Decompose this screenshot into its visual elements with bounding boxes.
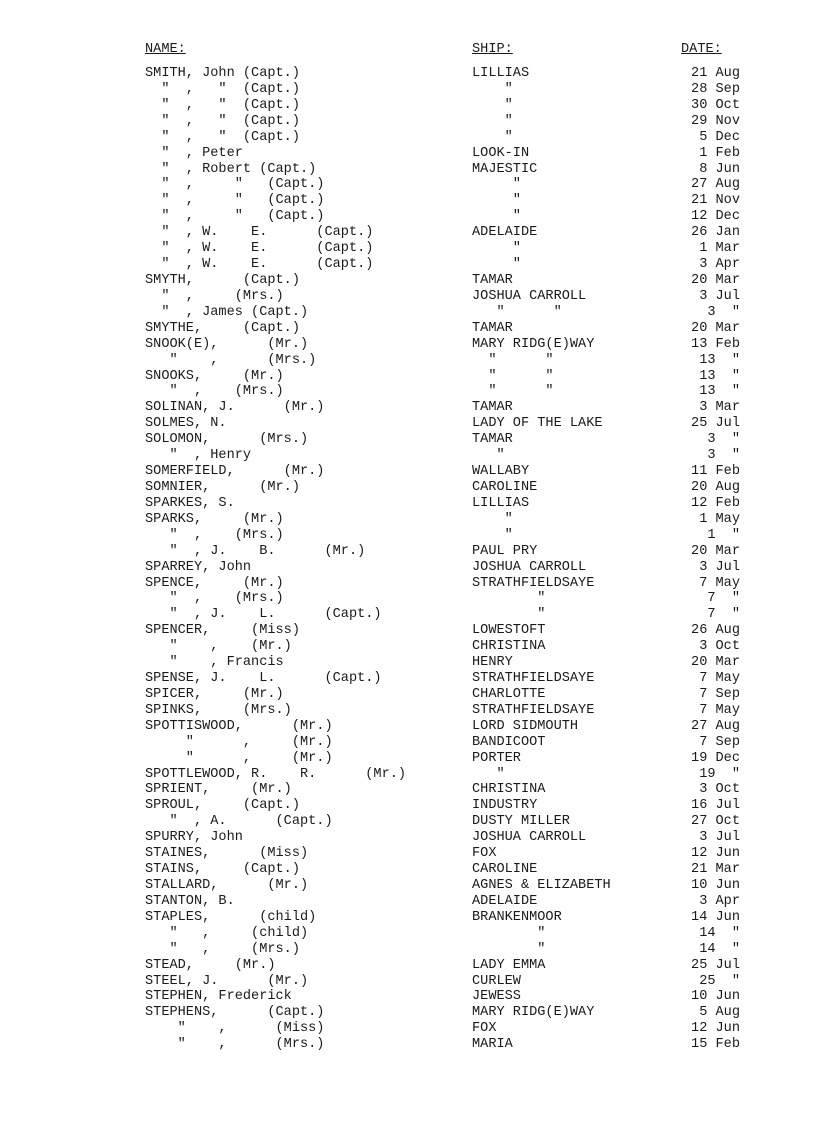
ship-name: TAMAR [472, 432, 513, 448]
passenger-name: SNOOKS, (Mr.) [145, 368, 284, 384]
passenger-name: SPOTTLEWOOD, R. R. (Mr.) [145, 766, 407, 782]
list-item [0, 193, 816, 209]
arrival-date: 5 Aug [699, 1005, 740, 1021]
ship-name: " [472, 607, 546, 623]
passenger-name: STEPHEN, Frederick [145, 989, 292, 1005]
list-item [0, 353, 816, 369]
list-item [0, 894, 816, 910]
list-item [0, 1037, 816, 1053]
ship-name: CAROLINE [472, 862, 538, 878]
arrival-date: 25 Jul [691, 957, 740, 973]
passenger-name: " , (Mrs.) [145, 288, 284, 304]
list-item [0, 544, 816, 560]
list-item [0, 480, 816, 496]
arrival-date: 27 Aug [691, 718, 740, 734]
list-item [0, 576, 816, 592]
list-item [0, 321, 816, 337]
arrival-date: 7 " [707, 607, 740, 623]
passenger-name: " , James (Capt.) [145, 304, 309, 320]
passenger-name: SPENSE, J. L. (Capt.) [145, 671, 382, 687]
ship-name: CHARLOTTE [472, 686, 546, 702]
arrival-date: 1 " [707, 527, 740, 543]
arrival-date: 13 " [699, 352, 740, 368]
arrival-date: 12 Feb [691, 495, 740, 511]
arrival-date: 10 Jun [691, 989, 740, 1005]
arrival-date: 29 Nov [691, 113, 740, 129]
passenger-name: SMYTH, (Capt.) [145, 272, 300, 288]
passenger-name: STEPHENS, (Capt.) [145, 1005, 325, 1021]
passenger-name: SPURRY, John [145, 830, 243, 846]
list-item [0, 798, 816, 814]
ship-name: STRATHFIELDSAYE [472, 575, 595, 591]
list-item [0, 66, 816, 82]
passenger-name: SPICER, (Mr.) [145, 686, 284, 702]
passenger-name: " , " (Capt.) [145, 97, 300, 113]
passenger-name: SOLMES, N. [145, 416, 227, 432]
ship-name: LORD SIDMOUTH [472, 718, 579, 734]
ship-name: " [472, 766, 505, 782]
arrival-date: 12 Jun [691, 1021, 740, 1037]
ship-name: MARIA [472, 1037, 513, 1053]
list-item [0, 496, 816, 512]
passenger-name: " , J. B. (Mr.) [145, 543, 366, 559]
list-item [0, 974, 816, 990]
list-item [0, 289, 816, 305]
ship-name: TAMAR [472, 400, 513, 416]
ship-name: CHRISTINA [472, 782, 546, 798]
ship-name: CAROLINE [472, 479, 538, 495]
ship-name: " [472, 941, 546, 957]
ship-name: " " [472, 304, 562, 320]
passenger-name: " , " (Capt.) [145, 177, 325, 193]
list-item [0, 958, 816, 974]
ship-name: TAMAR [472, 320, 513, 336]
ship-name: " [472, 193, 521, 209]
list-item [0, 1005, 816, 1021]
arrival-date: 14 Jun [691, 909, 740, 925]
ship-name: " [472, 113, 513, 129]
list-item [0, 448, 816, 464]
ship-name: CHRISTINA [472, 639, 546, 655]
passenger-name: " , (Mrs.) [145, 527, 284, 543]
list-item [0, 225, 816, 241]
arrival-date: 3 Apr [699, 257, 740, 273]
list-item [0, 337, 816, 353]
ship-name: " " [472, 352, 554, 368]
passenger-name: STAINS, (Capt.) [145, 862, 300, 878]
arrival-date: 25 " [699, 973, 740, 989]
arrival-date: 19 " [699, 766, 740, 782]
list-item [0, 719, 816, 735]
passenger-name: SPARKES, S. [145, 495, 235, 511]
list-item [0, 416, 816, 432]
arrival-date: 21 Aug [691, 66, 740, 81]
passenger-name: " , W. E. (Capt.) [145, 257, 374, 273]
list-item [0, 846, 816, 862]
passenger-name: " , " (Capt.) [145, 209, 325, 225]
ship-name: " [472, 177, 521, 193]
passenger-name: " , W. E. (Capt.) [145, 225, 374, 241]
passenger-name: " , (Mrs.) [145, 591, 284, 607]
arrival-date: 3 Oct [699, 639, 740, 655]
ship-name: MARY RIDG(E)WAY [472, 336, 595, 352]
arrival-date: 1 Mar [699, 241, 740, 257]
arrival-date: 1 May [699, 511, 740, 527]
ship-name: JEWESS [472, 989, 521, 1005]
passenger-name: " , Francis [145, 655, 284, 671]
arrival-date: 26 Aug [691, 623, 740, 639]
list-item [0, 767, 816, 783]
ship-name: " [472, 511, 513, 527]
ship-name: JOSHUA CARROLL [472, 559, 587, 575]
passenger-name: STEAD, (Mr.) [145, 957, 276, 973]
list-item [0, 926, 816, 942]
arrival-date: 13 " [699, 368, 740, 384]
passenger-name: SOLOMON, (Mrs.) [145, 432, 309, 448]
passenger-name: " , " (Capt.) [145, 129, 300, 145]
list-item [0, 177, 816, 193]
passenger-name: SMYTHE, (Capt.) [145, 320, 300, 336]
arrival-date: 1 Feb [699, 145, 740, 161]
ship-name: " [472, 81, 513, 97]
arrival-date: 21 Nov [691, 193, 740, 209]
ship-name: BANDICOOT [472, 734, 546, 750]
passenger-name: " , (Mrs.) [145, 941, 300, 957]
passenger-name: SPARKS, (Mr.) [145, 511, 284, 527]
list-item [0, 655, 816, 671]
ship-name: " [472, 97, 513, 113]
passenger-name: SNOOK(E), (Mr.) [145, 336, 309, 352]
ship-name: TAMAR [472, 272, 513, 288]
ship-name: LADY EMMA [472, 957, 546, 973]
passenger-name: " , (Mr.) [145, 639, 292, 655]
passenger-name: " , Peter [145, 145, 243, 161]
arrival-date: 7 Sep [699, 686, 740, 702]
ship-name: FOX [472, 1021, 497, 1037]
list-item [0, 910, 816, 926]
list-item [0, 257, 816, 273]
ship-name: HENRY [472, 655, 513, 671]
arrival-date: 3 Apr [699, 893, 740, 909]
passenger-name: " , A. (Capt.) [145, 814, 333, 830]
arrival-date: 3 Jul [699, 288, 740, 304]
arrival-date: 21 Mar [691, 862, 740, 878]
list-item [0, 512, 816, 528]
ship-name: JOSHUA CARROLL [472, 830, 587, 846]
list-item [0, 369, 816, 385]
arrival-date: 20 Aug [691, 479, 740, 495]
list-item [0, 671, 816, 687]
list-item [0, 989, 816, 1005]
arrival-date: 20 Mar [691, 655, 740, 671]
ship-name: WALLABY [472, 464, 530, 480]
ship-name: " [472, 448, 505, 464]
passenger-name: " , W. E. (Capt.) [145, 241, 374, 257]
arrival-date: 5 Dec [699, 129, 740, 145]
passenger-name: " , (Mrs.) [145, 1037, 325, 1053]
passenger-name: SMITH, John (Capt.) [145, 66, 300, 81]
list-item [0, 400, 816, 416]
ship-name: STRATHFIELDSAYE [472, 702, 595, 718]
list-item [0, 528, 816, 544]
passenger-name: " , Henry [145, 448, 252, 464]
arrival-date: 7 May [699, 702, 740, 718]
arrival-date: 27 Oct [691, 814, 740, 830]
ship-name: LADY OF THE LAKE [472, 416, 603, 432]
passenger-name: " , (Mrs.) [145, 352, 317, 368]
ship-name: " [472, 241, 521, 257]
arrival-date: 20 Mar [691, 320, 740, 336]
ship-name: FOX [472, 846, 497, 862]
passenger-name: SOMNIER, (Mr.) [145, 479, 300, 495]
arrival-date: 3 " [707, 448, 740, 464]
list-item [0, 560, 816, 576]
passenger-name: " , (Mrs.) [145, 384, 284, 400]
list-item [0, 146, 816, 162]
ship-name: " [472, 591, 546, 607]
list-item [0, 130, 816, 146]
list-item [0, 209, 816, 225]
passenger-name: " , Robert (Capt.) [145, 161, 317, 177]
passenger-name: " , (Miss) [145, 1021, 325, 1037]
arrival-date: 12 Dec [691, 209, 740, 225]
list-item [0, 639, 816, 655]
arrival-date: 7 May [699, 575, 740, 591]
list-item [0, 384, 816, 400]
arrival-date: 19 Dec [691, 750, 740, 766]
arrival-date: 10 Jun [691, 878, 740, 894]
passenger-name: SPROUL, (Capt.) [145, 798, 300, 814]
ship-name: PORTER [472, 750, 521, 766]
arrival-date: 7 Sep [699, 734, 740, 750]
ship-name: AGNES & ELIZABETH [472, 878, 611, 894]
passenger-name: STANTON, B. [145, 893, 235, 909]
arrival-date: 3 Jul [699, 559, 740, 575]
passenger-name: SPRIENT, (Mr.) [145, 782, 292, 798]
arrival-date: 14 " [699, 941, 740, 957]
arrival-date: 20 Mar [691, 543, 740, 559]
ship-name: ADELAIDE [472, 225, 538, 241]
ship-name: " [472, 129, 513, 145]
arrival-date: 28 Sep [691, 81, 740, 97]
arrival-date: 14 " [699, 925, 740, 941]
list-item [0, 862, 816, 878]
arrival-date: 16 Jul [691, 798, 740, 814]
ship-name: DUSTY MILLER [472, 814, 570, 830]
passenger-name: STALLARD, (Mr.) [145, 878, 309, 894]
ship-name: LILLIAS [472, 66, 530, 81]
arrival-date: 7 " [707, 591, 740, 607]
passenger-name: " , " (Capt.) [145, 81, 300, 97]
ship-name: LOOK-IN [472, 145, 530, 161]
arrival-date: 3 " [707, 304, 740, 320]
ship-name: " [472, 257, 521, 273]
ship-name: BRANKENMOOR [472, 909, 562, 925]
list-item [0, 591, 816, 607]
arrival-date: 3 Jul [699, 830, 740, 846]
arrival-date: 11 Feb [691, 464, 740, 480]
ship-name: STRATHFIELDSAYE [472, 671, 595, 687]
list-item [0, 782, 816, 798]
ship-name: INDUSTRY [472, 798, 538, 814]
ship-name: PAUL PRY [472, 543, 538, 559]
list-item [0, 687, 816, 703]
passenger-name: SPENCER, (Miss) [145, 623, 300, 639]
arrival-date: 13 Feb [691, 336, 740, 352]
ship-name: LOWESTOFT [472, 623, 546, 639]
ship-name: ADELAIDE [472, 893, 538, 909]
passenger-name: STAINES, (Miss) [145, 846, 309, 862]
passenger-name: " , " (Capt.) [145, 113, 300, 129]
list-item [0, 98, 816, 114]
list-item [0, 114, 816, 130]
passenger-name: SPARREY, John [145, 559, 252, 575]
passenger-name: " , (Mr.) [145, 750, 333, 766]
passenger-name: " , (Mr.) [145, 734, 333, 750]
list-item [0, 273, 816, 289]
arrival-date: 27 Aug [691, 177, 740, 193]
ship-name: " " [472, 368, 554, 384]
arrival-date: 3 Oct [699, 782, 740, 798]
ship-column-header: SHIP: [472, 42, 513, 57]
passenger-name: " , (child) [145, 925, 309, 941]
list-item [0, 607, 816, 623]
list-item [0, 830, 816, 846]
passenger-name: SOLINAN, J. (Mr.) [145, 400, 325, 416]
arrival-date: 3 " [707, 432, 740, 448]
ship-name: MARY RIDG(E)WAY [472, 1005, 595, 1021]
list-item [0, 751, 816, 767]
passenger-name: SPOTTISWOOD, (Mr.) [145, 718, 333, 734]
ship-name: LILLIAS [472, 495, 530, 511]
list-item [0, 814, 816, 830]
arrival-date: 3 Mar [699, 400, 740, 416]
list-item [0, 1021, 816, 1037]
ship-name: " [472, 925, 546, 941]
arrival-date: 26 Jan [691, 225, 740, 241]
list-item [0, 878, 816, 894]
list-item [0, 464, 816, 480]
arrival-date: 30 Oct [691, 97, 740, 113]
ship-name: " [472, 209, 521, 225]
list-item [0, 703, 816, 719]
list-item [0, 432, 816, 448]
list-item [0, 241, 816, 257]
passenger-name: " , J. L. (Capt.) [145, 607, 382, 623]
list-item [0, 82, 816, 98]
ship-name: " " [472, 384, 554, 400]
arrival-date: 20 Mar [691, 272, 740, 288]
arrival-date: 13 " [699, 384, 740, 400]
arrival-date: 15 Feb [691, 1037, 740, 1053]
name-column-header: NAME: [145, 42, 186, 57]
list-item [0, 162, 816, 178]
arrival-date: 7 May [699, 671, 740, 687]
date-column-header: DATE: [681, 42, 722, 57]
passenger-name: STAPLES, (child) [145, 909, 317, 925]
passenger-list [0, 66, 816, 1053]
arrival-date: 12 Jun [691, 846, 740, 862]
ship-name: CURLEW [472, 973, 521, 989]
ship-name: JOSHUA CARROLL [472, 288, 587, 304]
passenger-name: SOMERFIELD, (Mr.) [145, 464, 325, 480]
passenger-name: " , " (Capt.) [145, 193, 325, 209]
arrival-date: 25 Jul [691, 416, 740, 432]
passenger-name: SPINKS, (Mrs.) [145, 702, 292, 718]
ship-name: MAJESTIC [472, 161, 538, 177]
arrival-date: 8 Jun [699, 161, 740, 177]
list-item [0, 305, 816, 321]
ship-name: " [472, 527, 513, 543]
passenger-name: SPENCE, (Mr.) [145, 575, 284, 591]
list-item [0, 623, 816, 639]
list-item [0, 735, 816, 751]
passenger-name: STEEL, J. (Mr.) [145, 973, 309, 989]
list-item [0, 942, 816, 958]
